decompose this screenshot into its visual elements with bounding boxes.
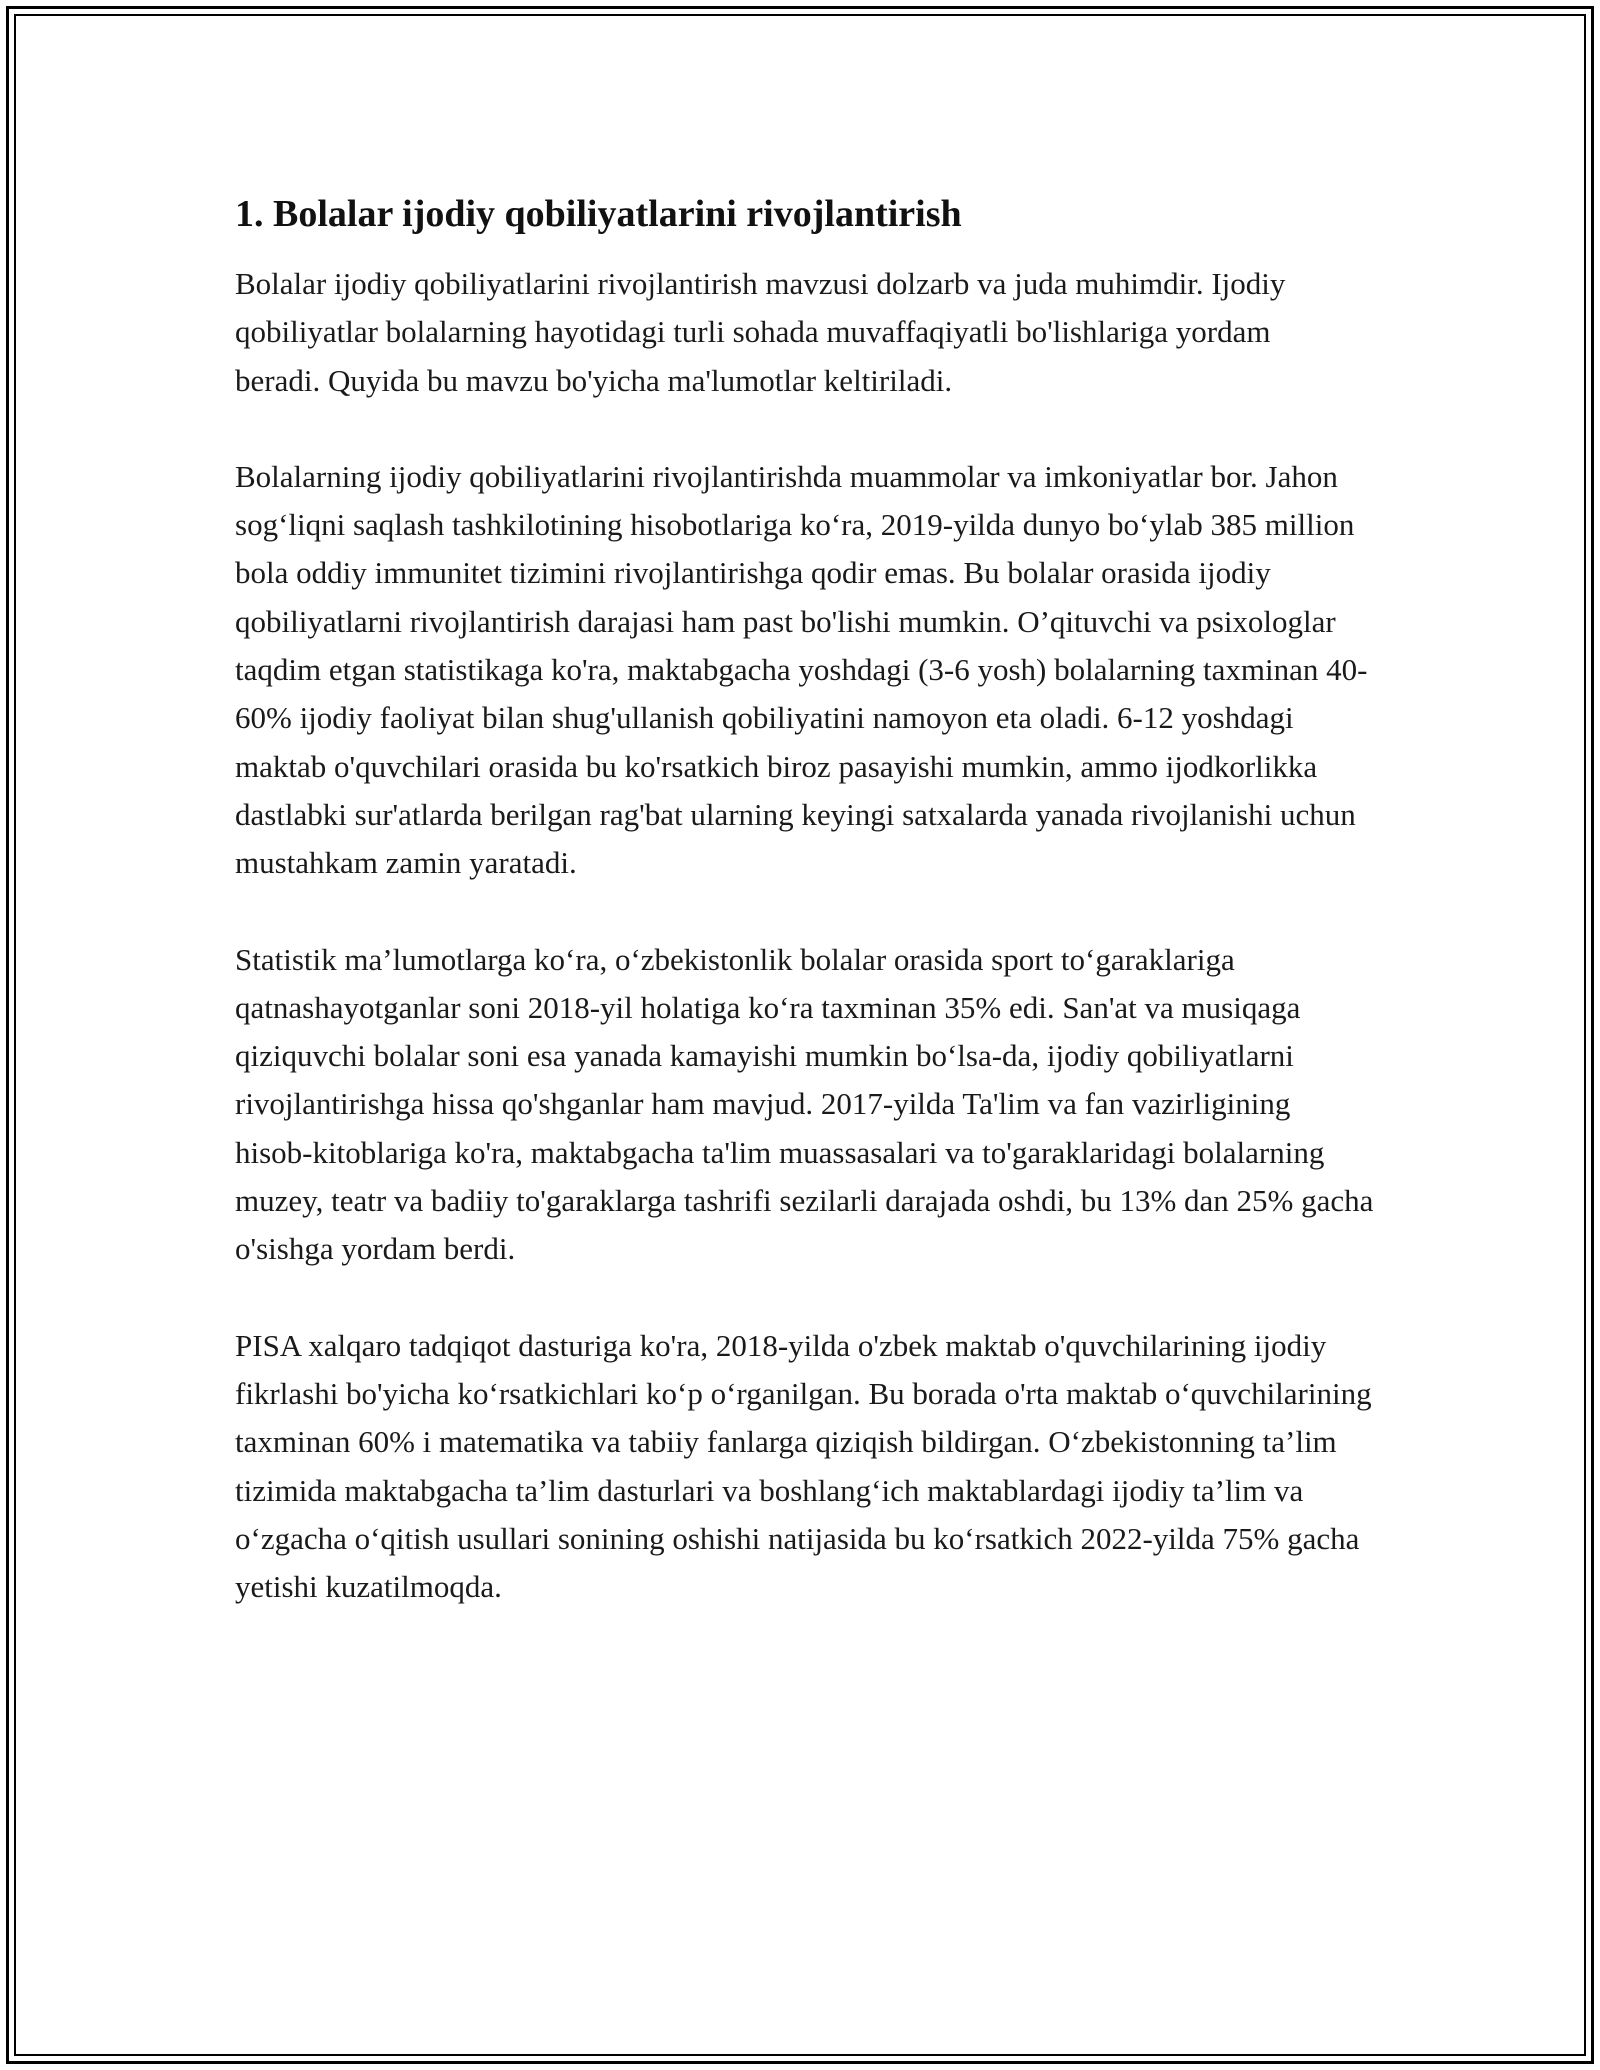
paragraph-statistics: Statistik ma’lumotlarga ko‘ra, o‘zbekistonlik bolalar orasida sport to‘garaklariga qatnashayotganlar soni 2018-yil holatiga ko‘ra taxminan 35% edi. San'at va musiqaga qiziquvchi bolalar soni esa yanada kamayishi mumkin bo‘lsa-da, ijodiy qobiliyatlarni rivojlantirishga hissa qo'shganlar ham mavjud. 2017-yilda Ta'lim va fan vazirligining hisob-kitoblariga ko'ra, maktabgacha ta'lim muassasalari va to'garaklaridagi bolalarning muzey, teatr va badiiy to'garaklarga tashrifi sezilarli darajada oshdi, bu 13% dan 25% gacha o'sishga yordam berdi. [235, 941, 1374, 1267]
paragraph-pisa: PISA xalqaro tadqiqot dasturiga ko'ra, 2018-yilda o'zbek maktab o'quvchilarining ijodiy fikrlashi bo'yicha ko‘rsatkichlari ko‘p o‘rganilgan. Bu borada o'rta maktab o‘quvchilarining taxminan 60% i matematika va tabiiy fanlarga qiziqish bildirgan. O‘zbekistonning ta’lim tizimida maktabgacha ta’lim dasturlari va boshlang‘ich maktablardagi ijodiy ta’lim va o‘zgacha o‘qitish usullari sonining oshishi natijasida bu ko‘rsatkich 2022-yilda 75% gacha yetishi kuzatilmoqda. [235, 1327, 1372, 1605]
paragraph-problems: Bolalarning ijodiy qobiliyatlarini rivojlantirishda muammolar va imkoniyatlar bor. Jahon sog‘liqni saqlash tashkilotining hisobotlariga ko‘ra, 2019-yilda dunyo bo‘ylab 385 million bola oddiy immunitet tizimini rivojlantirishga qodir emas. Bu bolalar orasida ijodiy qobiliyatlarni rivojlantirish darajasi ham past bo'lishi mumkin. O’qituvchi va psixologlar taqdim etgan statistikaga ko'ra, maktabgacha yoshdagi (3-6 yosh) bolalarning taxminan 40-60% ijodiy faoliyat bilan shug'ullanish qobiliyatini namoyon eta oladi. 6-12 yoshdagi maktab o'quvchilari orasida bu ko'rsatkich biroz pasayishi mumkin, ammo ijodkorlikka dastlabki sur'atlarda berilgan rag'bat ularning keyingi satxalarda yanada rivojlanishi uchun mustahkam zamin yaratadi. [235, 458, 1368, 881]
paragraph-intro: Bolalar ijodiy qobiliyatlarini rivojlantirish mavzusi dolzarb va juda muhimdir. Ijodiy qobiliyatlar bolalarning hayotidagi turli sohada muvaffaqiyatli bo'lishlariga yordam beradi. Quyida bu mavzu bo'yicha ma'lumotlar keltiriladi. [235, 266, 1286, 398]
section-heading: 1. Bolalar ijodiy qobiliyatlarini rivojlantirish [235, 193, 962, 235]
document-page [235, 188, 1375, 1611]
